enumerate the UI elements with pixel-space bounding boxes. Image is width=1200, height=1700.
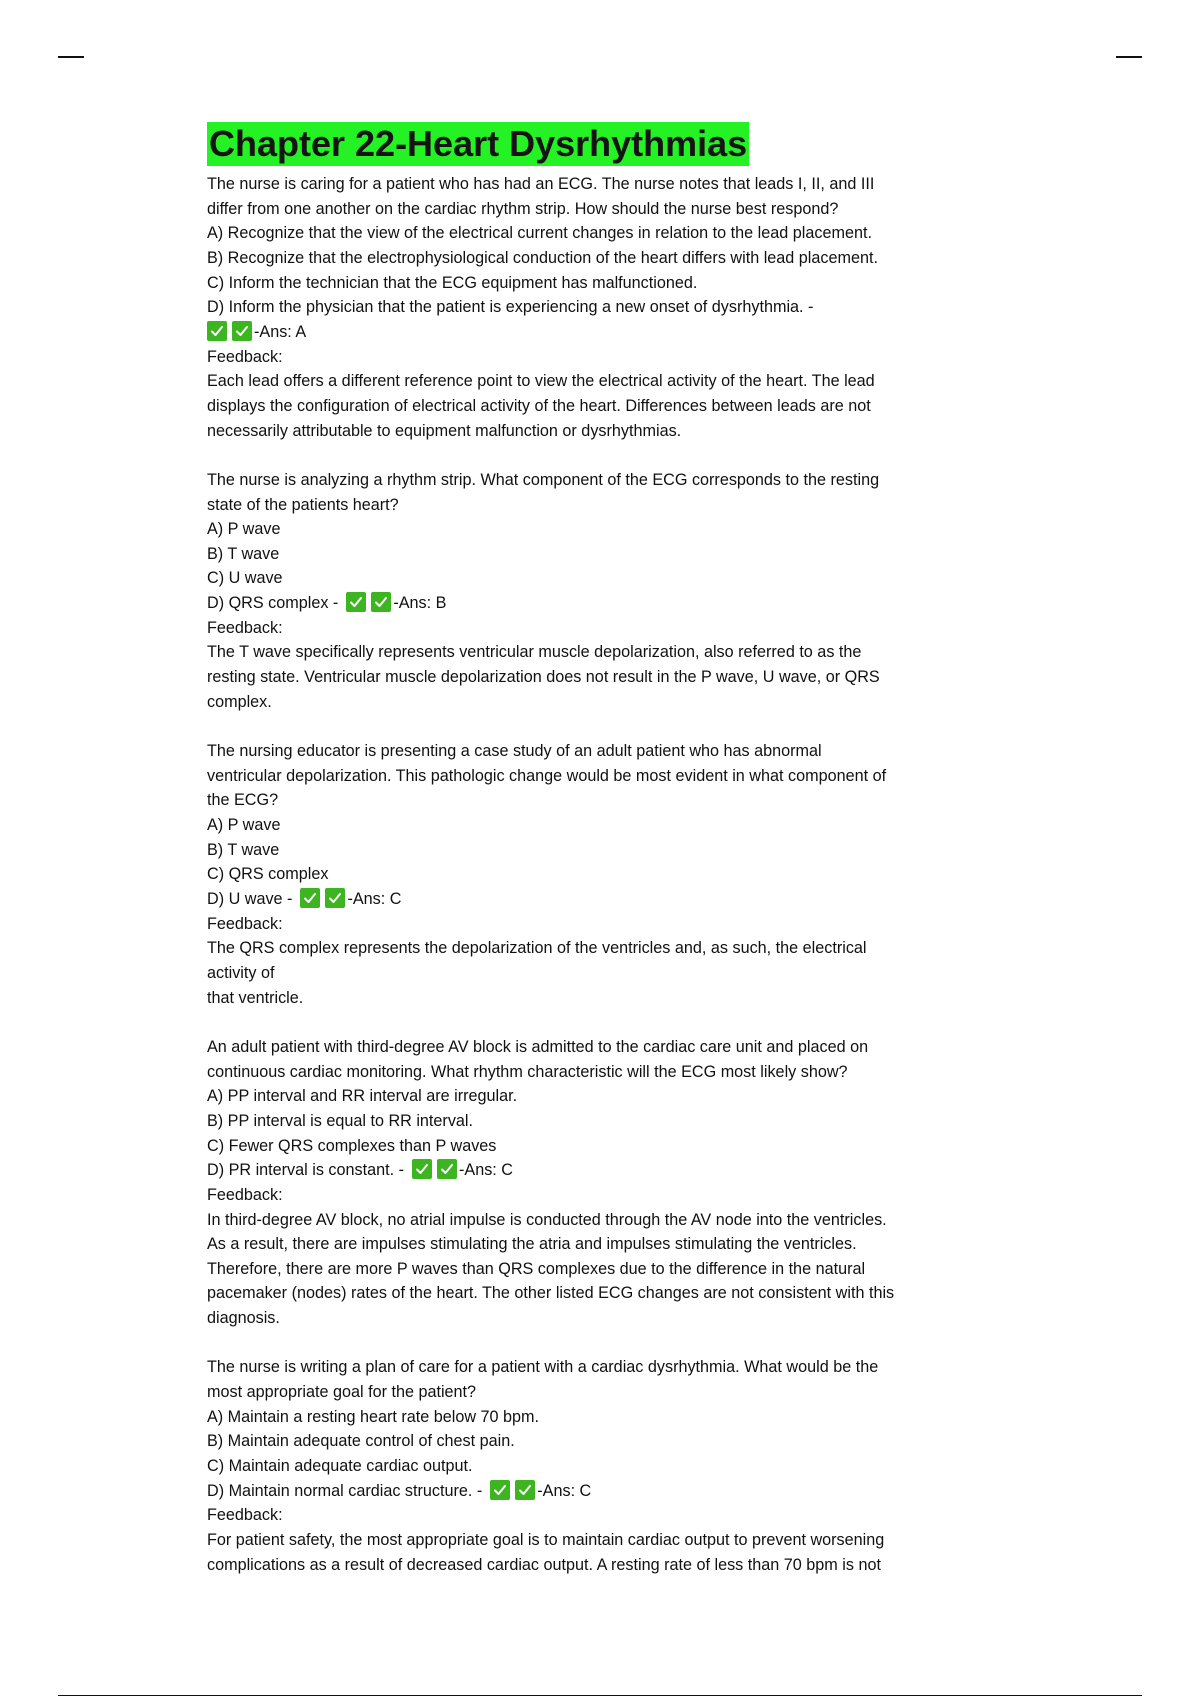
answer-line — [207, 320, 1007, 345]
answer-option: C) Fewer QRS complexes than P waves — [207, 1136, 497, 1155]
answer-option: A) P wave — [207, 520, 281, 539]
question-block — [207, 468, 1007, 715]
corner-mark-right — [1116, 56, 1142, 58]
question-block — [207, 739, 1007, 1010]
answer-option-d: D) U wave - — [207, 890, 293, 908]
feedback-text-line: that ventricle. — [207, 988, 304, 1007]
feedback-label: Feedback: — [207, 618, 283, 637]
question-block — [207, 1035, 1007, 1331]
feedback-label: Feedback: — [207, 914, 283, 933]
feedback-text-line: complications as a result of decreased cardiac output. A resting rate of less than 70 bpm is not — [207, 1555, 881, 1574]
question-stem-line: state of the patients heart? — [207, 495, 399, 514]
check-mark-icon — [232, 321, 252, 341]
question-stem-line: The nurse is analyzing a rhythm strip. What component of the ECG corresponds to the resting — [207, 470, 880, 489]
feedback-text-line: As a result, there are impulses stimulating the atria and impulses stimulating the ventricles. — [207, 1235, 857, 1254]
check-mark-icon — [515, 1480, 535, 1500]
answer-option: C) Inform the technician that the ECG equipment has malfunctioned. — [207, 273, 698, 292]
answer-key: -Ans: C — [537, 1481, 592, 1500]
question-list — [207, 172, 1007, 1577]
answer-option: B) T wave — [207, 544, 280, 563]
feedback-text-line: activity of — [207, 963, 275, 982]
answer-line — [207, 887, 1007, 912]
feedback-text-line: For patient safety, the most appropriate goal is to maintain cardiac output to prevent worsening — [207, 1531, 885, 1550]
corner-mark-left — [58, 56, 84, 58]
answer-option: A) PP interval and RR interval are irregular. — [207, 1087, 518, 1106]
check-mark-icon — [300, 888, 320, 908]
question-stem-line: The nurse is caring for a patient who has had an ECG. The nurse notes that leads I, II, and III — [207, 175, 875, 193]
answer-line — [207, 1158, 1007, 1183]
feedback-text-line: resting state. Ventricular muscle depolarization does not result in the P wave, U wave, or QRS — [207, 668, 880, 687]
check-mark-icon — [346, 592, 366, 612]
footer-rule — [58, 1695, 1142, 1696]
title-wrap — [207, 122, 1007, 166]
answer-key: -Ans: C — [459, 1161, 513, 1180]
question-block — [207, 1355, 1007, 1577]
feedback-text-line: The QRS complex represents the depolarization of the ventricles and, as such, the electrical — [207, 939, 867, 958]
question-stem-line: An adult patient with third-degree AV block is admitted to the cardiac care unit and placed on — [207, 1037, 869, 1056]
answer-line — [207, 1479, 1007, 1504]
question-stem-line: differ from one another on the cardiac rhythm strip. How should the nurse best respond? — [207, 199, 839, 218]
document-page — [207, 122, 1007, 1602]
page-title: Chapter 22-Heart Dysrhythmias — [209, 123, 748, 164]
feedback-label: Feedback: — [207, 1185, 283, 1204]
question-stem-line: The nurse is writing a plan of care for a patient with a cardiac dysrhythmia. What would be the — [207, 1358, 879, 1377]
feedback-label: Feedback: — [207, 1506, 283, 1525]
feedback-text-line: necessarily attributable to equipment malfunction or dysrhythmias. — [207, 421, 682, 440]
feedback-label: Feedback: — [207, 347, 283, 366]
feedback-text-line: Therefore, there are more P waves than QRS complexes due to the difference in the natural — [207, 1259, 866, 1278]
answer-line — [207, 591, 1007, 616]
answer-option-d: D) PR interval is constant. - — [207, 1161, 405, 1180]
check-mark-icon — [325, 888, 345, 908]
answer-option-d: D) Maintain normal cardiac structure. - — [207, 1481, 483, 1500]
answer-option: B) Maintain adequate control of chest pain. — [207, 1432, 515, 1451]
answer-option-d: D) QRS complex - — [207, 594, 339, 613]
answer-option: A) Recognize that the view of the electrical current changes in relation to the lead placement. — [207, 224, 872, 243]
check-mark-icon — [437, 1159, 457, 1179]
feedback-text-line: diagnosis. — [207, 1309, 280, 1328]
answer-option: B) PP interval is equal to RR interval. — [207, 1111, 474, 1130]
question-block — [207, 172, 1007, 443]
answer-option: B) Recognize that the electrophysiological conduction of the heart differs with lead placement. — [207, 248, 878, 267]
question-stem-line: continuous cardiac monitoring. What rhythm characteristic will the ECG most likely show? — [207, 1062, 848, 1081]
answer-option: C) Maintain adequate cardiac output. — [207, 1457, 473, 1476]
answer-option: C) U wave — [207, 569, 283, 588]
answer-option: A) Maintain a resting heart rate below 70 bpm. — [207, 1407, 540, 1426]
feedback-text-line: complex. — [207, 692, 272, 711]
answer-key: -Ans: B — [393, 594, 447, 613]
feedback-text-line: Each lead offers a different reference point to view the electrical activity of the heart. The lead — [207, 372, 875, 391]
check-mark-icon — [371, 592, 391, 612]
feedback-text-line: pacemaker (nodes) rates of the heart. The other listed ECG changes are not consistent with this — [207, 1284, 895, 1303]
answer-key: -Ans: C — [347, 890, 402, 908]
answer-option: B) T wave — [207, 840, 280, 859]
feedback-text-line: displays the configuration of electrical activity of the heart. Differences between leads are not — [207, 396, 871, 415]
answer-option: C) QRS complex — [207, 865, 329, 884]
feedback-text-line: In third-degree AV block, no atrial impulse is conducted through the AV node into the ventricles. — [207, 1210, 887, 1229]
question-stem-line: the ECG? — [207, 791, 279, 810]
check-mark-icon — [207, 321, 227, 341]
question-stem-line: The nursing educator is presenting a case study of an adult patient who has abnormal — [207, 742, 822, 761]
question-stem-line: most appropriate goal for the patient? — [207, 1383, 477, 1402]
answer-option: A) P wave — [207, 816, 281, 835]
answer-key: -Ans: A — [254, 322, 307, 341]
check-mark-icon — [412, 1159, 432, 1179]
check-mark-icon — [490, 1480, 510, 1500]
question-stem-line: ventricular depolarization. This pathologic change would be most evident in what component of — [207, 766, 887, 785]
feedback-text-line: The T wave specifically represents ventricular muscle depolarization, also referred to as the — [207, 643, 862, 662]
answer-option: D) Inform the physician that the patient is experiencing a new onset of dysrhythmia. - — [207, 298, 814, 317]
